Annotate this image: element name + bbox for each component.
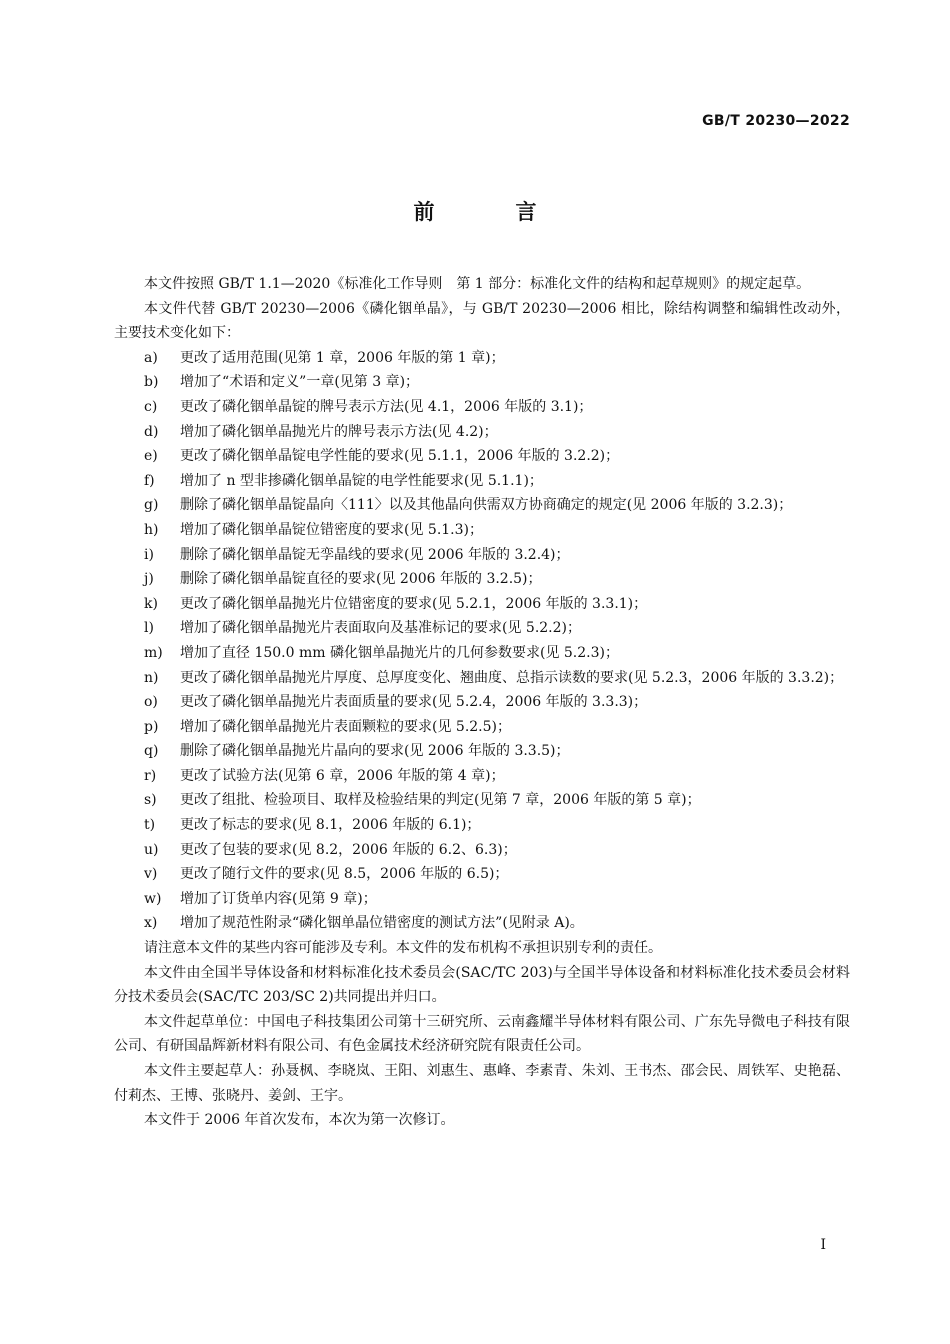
- item-marker: n): [144, 669, 159, 686]
- item-marker: e): [144, 448, 158, 465]
- list-item: [114, 862, 850, 887]
- item-marker: x): [144, 915, 158, 932]
- item-marker: p): [144, 718, 159, 735]
- item-marker: t): [144, 817, 156, 834]
- list-item: [114, 370, 850, 395]
- item-text: 更改了组批、检验项目、取样及检验结果的判定(见第 7 章，2006 年版的第 5 章)；: [180, 792, 701, 809]
- item-text: 增加了直径 150.0 mm 磷化铟单晶抛光片的几何参数要求(见 5.2.3)；: [180, 644, 619, 661]
- list-item: [114, 420, 850, 445]
- list-item: [114, 641, 850, 666]
- item-marker: w): [144, 890, 162, 907]
- page-number: I: [820, 1237, 826, 1253]
- proposer-paragraph: 本文件由全国半导体设备和材料标准化技术委员会(SAC/TC 203)与全国半导体设备和材料标准化技术委员会材料分技术委员会(SAC/TC 203/SC 2)共同提出并归口。: [114, 964, 850, 1006]
- list-item: [114, 518, 850, 543]
- item-text: 更改了试验方法(见第 6 章，2006 年版的第 4 章)；: [180, 767, 505, 784]
- item-marker: c): [144, 398, 158, 415]
- item-text: 删除了磷化铟单晶抛光片晶向的要求(见 2006 年版的 3.3.5)；: [180, 743, 570, 760]
- list-item: [114, 887, 850, 912]
- item-marker: q): [144, 743, 159, 760]
- revision-history-paragraph: 本文件于 2006 年首次发布，本次为第一次修订。: [144, 1112, 455, 1129]
- item-text: 删除了磷化铟单晶锭无孪晶线的要求(见 2006 年版的 3.2.4)；: [180, 546, 570, 563]
- list-item: [114, 764, 850, 789]
- item-marker: a): [144, 349, 158, 366]
- drafters-paragraph: 本文件主要起草人：孙聂枫、李晓岚、王阳、刘惠生、惠峰、李素青、朱刘、王书杰、邵会民、周铁军、史艳磊、付莉杰、王博、张晓丹、姜剑、王宇。: [114, 1063, 850, 1104]
- item-marker: r): [144, 767, 157, 784]
- intro-paragraph-drafting-rules: 本文件按照 GB/T 1.1—2020《标准化工作导则 第 1 部分：标准化文件的结构和起草规则》的规定起草。: [144, 276, 811, 292]
- item-marker: m): [144, 644, 163, 661]
- list-item: [114, 813, 850, 838]
- item-text: 更改了磷化铟单晶抛光片表面质量的要求(见 5.2.4，2006 年版的 3.3.3)；: [180, 694, 648, 711]
- foreword-body: [114, 272, 850, 1133]
- list-item: [114, 911, 850, 936]
- item-text: 更改了标志的要求(见 8.1，2006 年版的 6.1)；: [180, 817, 481, 834]
- item-text: 增加了磷化铟单晶抛光片表面取向及基准标记的要求(见 5.2.2)；: [180, 620, 581, 637]
- item-marker: d): [144, 423, 159, 440]
- list-item: [114, 543, 850, 568]
- item-text: 增加了磷化铟单晶抛光片表面颗粒的要求(见 5.2.5)；: [180, 718, 511, 735]
- item-marker: l): [144, 620, 154, 637]
- item-text: 增加了磷化铟单晶锭位错密度的要求(见 5.1.3)；: [180, 521, 483, 538]
- item-text: 增加了 n 型非掺磷化铟单晶锭的电学性能要求(见 5.1.1)；: [180, 472, 543, 489]
- document-code: GB/T 20230—2022: [702, 113, 850, 129]
- list-item: [114, 493, 850, 518]
- item-text: 增加了规范性附录“磷化铟单晶位错密度的测试方法”(见附录 A)。: [180, 915, 584, 932]
- list-item: [114, 469, 850, 494]
- list-item: [114, 690, 850, 715]
- drafting-units-paragraph: 本文件起草单位：中国电子科技集团公司第十三研究所、云南鑫耀半导体材料有限公司、广东先导微电子科技有限公司、有研国晶辉新材料有限公司、有色金属技术经济研究院有限责任公司。: [114, 1013, 850, 1055]
- item-text: 更改了随行文件的要求(见 8.5，2006 年版的 6.5)；: [180, 866, 509, 883]
- item-marker: u): [144, 841, 159, 858]
- list-item: [114, 739, 850, 764]
- technical-changes-list: [114, 346, 850, 936]
- item-text: 更改了磷化铟单晶抛光片位错密度的要求(见 5.2.1，2006 年版的 3.3.1)；: [180, 595, 648, 612]
- list-item: [114, 788, 850, 813]
- item-marker: j): [144, 571, 154, 588]
- item-text: 增加了磷化铟单晶抛光片的牌号表示方法(见 4.2)；: [180, 423, 498, 440]
- list-item: [114, 567, 850, 592]
- item-text: 更改了磷化铟单晶锭电学性能的要求(见 5.1.1，2006 年版的 3.2.2)；: [180, 448, 620, 465]
- list-item: [114, 346, 850, 371]
- item-text: 删除了磷化铟单晶锭直径的要求(见 2006 年版的 3.2.5)；: [180, 571, 542, 588]
- item-marker: v): [144, 866, 158, 883]
- item-marker: h): [144, 521, 159, 538]
- list-item: [114, 395, 850, 420]
- item-text: 更改了包装的要求(见 8.2，2006 年版的 6.2、6.3)；: [180, 841, 517, 858]
- item-marker: b): [144, 374, 159, 391]
- item-text: 增加了订货单内容(见第 9 章)；: [180, 890, 377, 907]
- list-item: [114, 715, 850, 740]
- intro-paragraph-replacement: 本文件代替 GB/T 20230—2006《磷化铟单晶》，与 GB/T 20230—2006 相比，除结构调整和编辑性改动外，主要技术变化如下：: [114, 300, 850, 342]
- item-marker: o): [144, 694, 158, 711]
- item-text: 增加了“术语和定义”一章(见第 3 章)；: [180, 374, 420, 391]
- item-marker: i): [144, 546, 154, 563]
- item-text: 更改了磷化铟单晶锭的牌号表示方法(见 4.1，2006 年版的 3.1)；: [180, 398, 593, 415]
- item-text: 更改了适用范围(见第 1 章，2006 年版的第 1 章)；: [180, 349, 505, 366]
- list-item: [114, 616, 850, 641]
- list-item: [114, 592, 850, 617]
- list-item: [114, 838, 850, 863]
- item-marker: k): [144, 595, 158, 612]
- item-marker: f): [144, 472, 155, 489]
- patent-notice-paragraph: 请注意本文件的某些内容可能涉及专利。本文件的发布机构不承担识别专利的责任。: [144, 940, 662, 957]
- list-item: [114, 444, 850, 469]
- item-text: 更改了磷化铟单晶抛光片厚度、总厚度变化、翘曲度、总指示读数的要求(见 5.2.3，2006 年版的 3.3.2)；: [180, 669, 844, 686]
- page-title: 前 言: [413, 200, 567, 224]
- list-item: [114, 666, 850, 691]
- item-marker: s): [144, 792, 157, 809]
- item-text: 删除了磷化铟单晶锭晶向〈111〉以及其他晶向供需双方协商确定的规定(见 2006 年版的 3.2.3)；: [180, 497, 793, 514]
- item-marker: g): [144, 497, 159, 514]
